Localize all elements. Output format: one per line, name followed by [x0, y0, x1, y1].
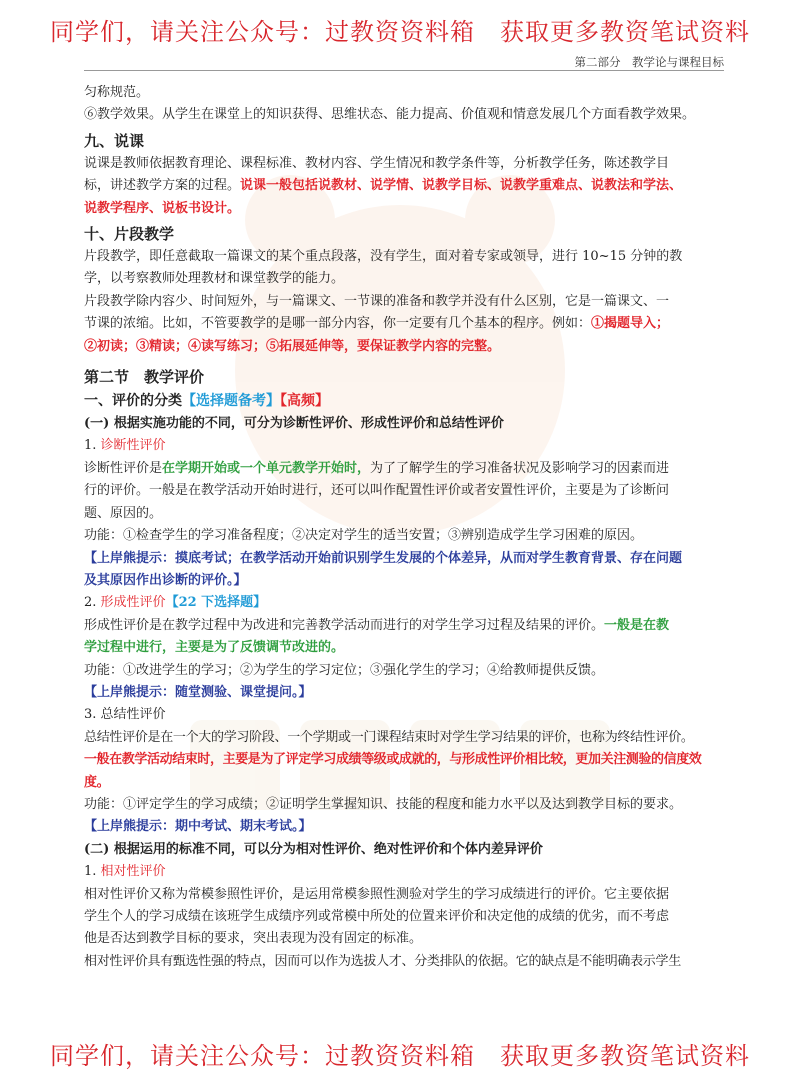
text-line: 功能：①评定学生的学习成绩；②证明学生掌握知识、技能的程度和能力水平以及达到教学目标的要求。 [84, 796, 683, 812]
text-line: 功能：①检查学生的学习准备程度；②决定对学生的适当安置；③辨别造成学生学习困难的原因。 [84, 528, 644, 544]
highlight-red: 说课一般包括说教材、说学情、说教学目标、说教学重难点、说教法和学法、 [240, 178, 683, 194]
header-divider [84, 70, 724, 71]
text-span: 一、评价的分类 [84, 393, 182, 410]
subheading: (二) 根据运用的标准不同，可以分为相对性评价、绝对性评价和个体内差异评价 [84, 841, 543, 857]
text-line: ⑥教学效果。从学生在课堂上的知识获得、思维状态、能力提高、价值观和情意发展几个方面看教学效果。 [84, 107, 696, 123]
section-title: 第二节 教学评价 [84, 368, 205, 387]
heading-pianduan: 十、片段教学 [84, 225, 175, 244]
running-header: 第二部分 教学论与课程目标 [574, 55, 724, 69]
text-line [84, 175, 724, 197]
text-line: 片段教学除内容少、时间短外，与一篇课文、一节课的准备和教学并没有什么区别，它是一篇课文、一 [84, 293, 670, 309]
subheading: (一) 根据实施功能的不同，可分为诊断性评价、形成性评价和总结性评价 [84, 416, 504, 432]
promo-banner-bottom: 同学们，请关注公众号：过教资资料箱 获取更多教资笔试资料 [50, 1042, 750, 1070]
text-line: 功能：①改进学生的学习；②为学生的学习定位；③强化学生的学习；④给教师提供反馈。 [84, 662, 605, 678]
term-red: 形成性评价 [100, 595, 166, 611]
subheading-summative: 3. 总结性评价 [84, 707, 166, 723]
text-line [84, 313, 724, 335]
promo-banner-top: 同学们，请关注公众号：过教资资料箱 获取更多教资笔试资料 [50, 18, 750, 46]
tag-exam: 【22 下选择题】 [165, 595, 267, 611]
tip-box: 【上岸熊提示：期中考试、期末考试。】 [84, 819, 312, 835]
tag-exam-prep: 【选择题备考】 [182, 393, 280, 410]
subheading-diagnostic [84, 435, 724, 457]
text-line: 学，以考察教师处理教材和课堂教学的能力。 [84, 271, 345, 287]
text-line: 行的评价。一般是在教学活动开始时进行，还可以叫作配置性评价或者安置性评价，主要是为了诊断问 [84, 483, 670, 499]
document-body [84, 82, 724, 973]
text-span: 1. [84, 864, 101, 880]
text-span: 诊断性评价是 [84, 460, 163, 476]
text-line: 总结性评价是在一个大的学习阶段、一个学期或一门课程结束时对学生学习结果的评价，也称为终结性评价。 [84, 729, 694, 745]
term-red: 诊断性评价 [100, 438, 166, 454]
text-span: 标，讲述教学方案的过程。 [84, 178, 241, 194]
tip-box: 及其原因作出诊断的评价。】 [84, 572, 247, 588]
text-span: 2. [84, 595, 101, 611]
text-line [84, 615, 724, 637]
text-line: 匀称规范。 [84, 85, 150, 100]
highlight-red: 一般在教学活动结束时，主要是为了评定学习成绩等级或成就的，与形成性评价相比较，更加关注测验的信度效度。 [84, 752, 702, 790]
subheading-formative [84, 592, 724, 614]
text-line: 他是否达到教学目标的要求，突出表现为没有固定的标准。 [84, 931, 423, 947]
highlight-green: 在学期开始或一个单元教学开始时， [162, 460, 371, 476]
text-line: 说课是教师依据教育理论、课程标准、教材内容、学生情况和教学条件等，分析教学任务，陈述教学目 [84, 155, 670, 171]
heading-eval-types [84, 390, 724, 413]
highlight-green: 学过程中进行，主要是为了反馈调节改进的。 [84, 640, 345, 656]
tip-box: 【上岸熊提示：摸底考试；在教学活动开始前识别学生发展的个体差异，从而对学生教育背景、存在问题 [84, 550, 683, 566]
text-span: 1. [84, 438, 101, 454]
tag-high-frequency: 【高频】 [280, 393, 329, 410]
text-line: 学生个人的学习成绩在该班学生成绩序列或常模中所处的位置来评价和决定他的成绩的优劣，而不考虑 [84, 909, 670, 924]
text-span: 节课的浓缩。比如，不管要教学的是哪一部分内容，你一定要有几个基本的程序。例如： [84, 316, 592, 332]
term-red: 相对性评价 [100, 864, 166, 880]
text-span: 为了了解学生的学习准备状况及影响学习的因素而进 [370, 460, 670, 476]
text-line: 相对性评价具有甄选性强的特点，因而可以作为选拔人才、分类排队的依据。它的缺点是不能明确表示学生 [84, 953, 681, 969]
highlight-red: 说教学程序、说板书设计。 [84, 200, 241, 216]
text-span: 形成性评价是在教学过程中为改进和完善教学活动而进行的对学生学习过程及结果的评价。 [84, 617, 605, 633]
text-line: 题、原因的。 [84, 505, 163, 521]
text-line [84, 458, 724, 480]
highlight-green: 一般是在教 [604, 617, 670, 633]
tip-box: 【上岸熊提示：随堂测验、课堂提问。】 [84, 684, 312, 700]
heading-shuoke: 九、说课 [84, 131, 145, 150]
text-line: 片段教学，即任意截取一篇课文的某个重点段落，没有学生，面对着专家或领导，进行 10~15 分钟的教 [84, 249, 683, 265]
highlight-red: ②初读；③精读；④读写练习；⑤拓展延伸等，要保证教学内容的完整。 [84, 338, 501, 354]
highlight-red: ①揭题导入； [591, 316, 670, 332]
subheading-relative [84, 861, 724, 883]
text-line: 相对性评价又称为常模参照性评价，是运用常模参照性测验对学生的学习成绩进行的评价。它主要依据 [84, 886, 670, 902]
